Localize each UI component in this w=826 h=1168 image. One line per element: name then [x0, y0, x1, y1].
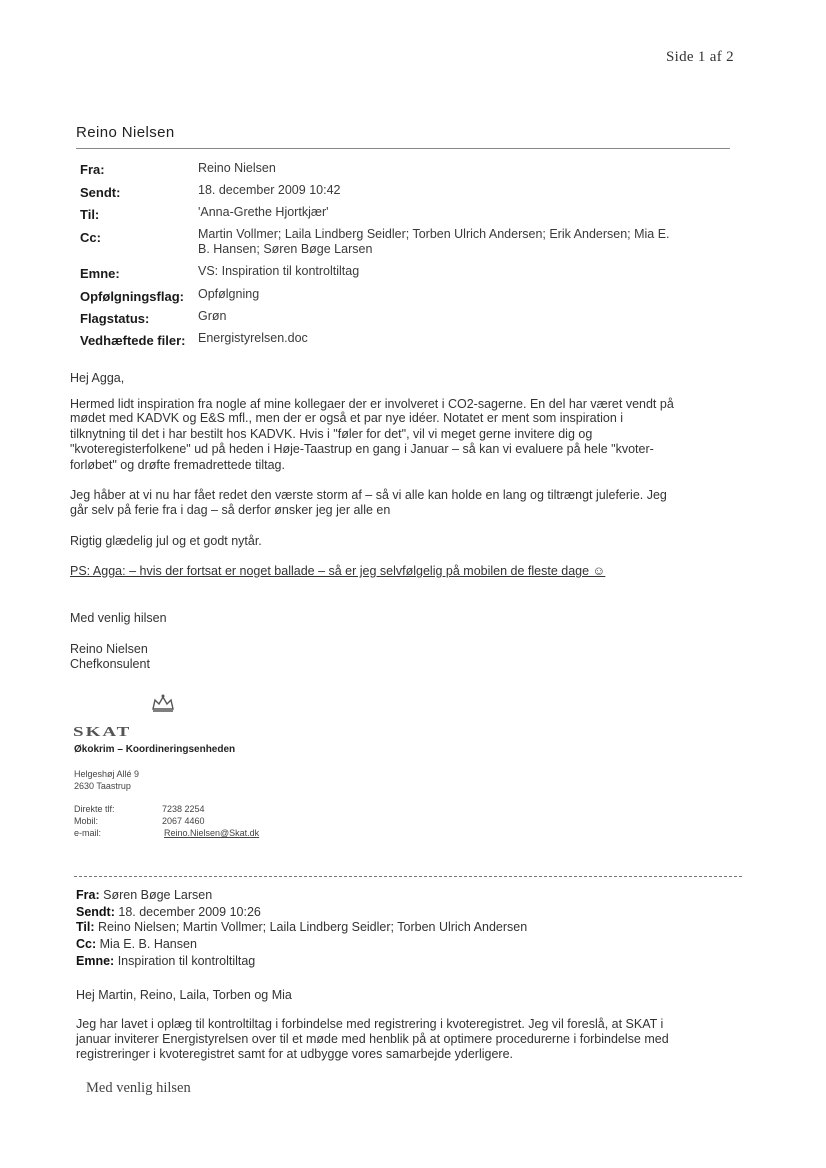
header-label-followup-flag: Opfølgningsflag:: [80, 289, 184, 304]
attachment-link[interactable]: Energistyrelsen.doc: [198, 331, 308, 345]
signature-name: Reino Nielsen: [70, 642, 148, 656]
signature-email-link[interactable]: Reino.Nielsen@Skat.dk: [164, 828, 260, 838]
header-value-to: 'Anna-Grethe Hjortkjær': [198, 205, 329, 219]
paragraph-2-line-1: Jeg håber at vi nu har fået redet den værste storm af – så vi alle kan holde en lang og tiltrængt juleferie. Jeg: [70, 488, 667, 502]
signature-direct-value: 7238 2254: [162, 804, 205, 814]
header-label-subject: Emne:: [80, 266, 120, 281]
header-value-subject: VS: Inspiration til kontroltiltag: [198, 264, 360, 278]
forwarded-from: [76, 888, 212, 902]
header-label-from: Fra:: [80, 162, 105, 177]
forwarded-divider: [74, 876, 742, 877]
forwarded-subject-label: Emne:: [76, 954, 115, 968]
forwarded-body-line-1: Jeg har lavet i oplæg til kontroltiltag i forbindelse med registrering i kvoteregistret. Jeg vil foreslå, at SKAT i: [76, 1017, 664, 1031]
header-label-sent: Sendt:: [80, 185, 121, 200]
forwarded-cc-label: Cc:: [76, 937, 97, 951]
signature-address-2: 2630 Taastrup: [74, 781, 131, 791]
forwarded-subject: [76, 954, 255, 968]
header-value-sent: 18. december 2009 10:42: [198, 183, 341, 197]
signature-direct-label: Direkte tlf:: [74, 804, 115, 814]
signature-title: Chefkonsulent: [70, 657, 150, 671]
closing: Med venlig hilsen: [70, 611, 167, 625]
paragraph-1-line-5: forløbet" og drøfte fremadrettede tiltag.: [70, 458, 285, 472]
header-label-to: Til:: [80, 207, 100, 222]
header-label-flag-status: Flagstatus:: [80, 311, 150, 326]
signature-mobile-label: Mobil:: [74, 816, 99, 826]
forwarded-body-line-2: januar inviterer Energistyrelsen over til et møde med henblik på at optimere procedurerne i forbindelse med: [76, 1032, 669, 1046]
skat-logo: SKAT: [73, 725, 132, 740]
forwarded-sent-value: 18. december 2009 10:26: [118, 905, 261, 919]
signature-department: Økokrim – Koordineringsenheden: [74, 744, 236, 755]
paragraph-1-line-2: mødet med KADVK og E&S mfl., men der er også et par nye idéer. Notatet er ment som inspiration i: [70, 411, 624, 425]
header-value-cc-cont: B. Hansen; Søren Bøge Larsen: [198, 242, 373, 256]
ps-note: PS: Agga: – hvis der fortsat er noget ballade – så er jeg selvfølgelig på mobilen de fleste dage ☺: [70, 564, 606, 578]
paragraph-2-line-2: går selv på ferie fra i dag – så derfor ønsker jeg jer alle en: [70, 503, 391, 517]
header-value-followup-flag: Opfølgning: [198, 287, 260, 301]
forwarded-to: [76, 920, 527, 934]
header-label-attachments: Vedhæftede filer:: [80, 333, 186, 348]
forwarded-to-value: Reino Nielsen; Martin Vollmer; Laila Lindberg Seidler; Torben Ulrich Andersen: [98, 920, 528, 934]
forwarded-subject-value: Inspiration til kontroltiltag: [117, 954, 256, 968]
paragraph-3: Rigtig glædelig jul og et godt nytår.: [70, 534, 262, 548]
header-value-from: Reino Nielsen: [198, 161, 276, 175]
greeting: Hej Agga,: [70, 371, 125, 385]
forwarded-cc: [76, 937, 197, 951]
forwarded-greeting: Hej Martin, Reino, Laila, Torben og Mia: [76, 988, 292, 1002]
signature-email-label: e-mail:: [74, 828, 102, 838]
forwarded-sent: [76, 905, 261, 919]
sender-heading: Reino Nielsen: [76, 124, 175, 141]
forwarded-body-line-3: registreringer i kvoteregistret samt for at udbygge vores samarbejde yderligere.: [76, 1047, 514, 1061]
header-divider: [76, 148, 730, 149]
forwarded-from-value: Søren Bøge Larsen: [103, 888, 213, 902]
page-number: Side 1 af 2: [666, 49, 734, 65]
paragraph-1-line-3: tilknytning til det i har bestilt hos KADVK. Hvis i "føler for det", vil vi meget gerne invitere dig og: [70, 427, 593, 441]
forwarded-closing: Med venlig hilsen: [86, 1080, 191, 1096]
header-value-cc: Martin Vollmer; Laila Lindberg Seidler; Torben Ulrich Andersen; Erik Andersen; Mia E.: [198, 227, 670, 241]
signature-mobile-value: 2067 4460: [162, 816, 205, 826]
paragraph-1-line-1: Hermed lidt inspiration fra nogle af mine kollegaer der er involveret i CO2-sagerne. En del har været vendt på: [70, 397, 674, 411]
header-label-cc: Cc:: [80, 230, 101, 245]
crown-icon: [150, 693, 176, 713]
forwarded-to-label: Til:: [76, 920, 95, 934]
forwarded-cc-value: Mia E. B. Hansen: [99, 937, 197, 951]
paragraph-1-line-4: "kvoteregisterfolkene" ud på heden i Høje-Taastrup en gang i Januar – så kan vi evaluere på hele "kvoter-: [70, 442, 654, 456]
forwarded-sent-label: Sendt:: [76, 905, 115, 919]
header-value-flag-status: Grøn: [198, 309, 227, 323]
forwarded-from-label: Fra:: [76, 888, 100, 902]
signature-address-1: Helgeshøj Allé 9: [74, 769, 140, 779]
